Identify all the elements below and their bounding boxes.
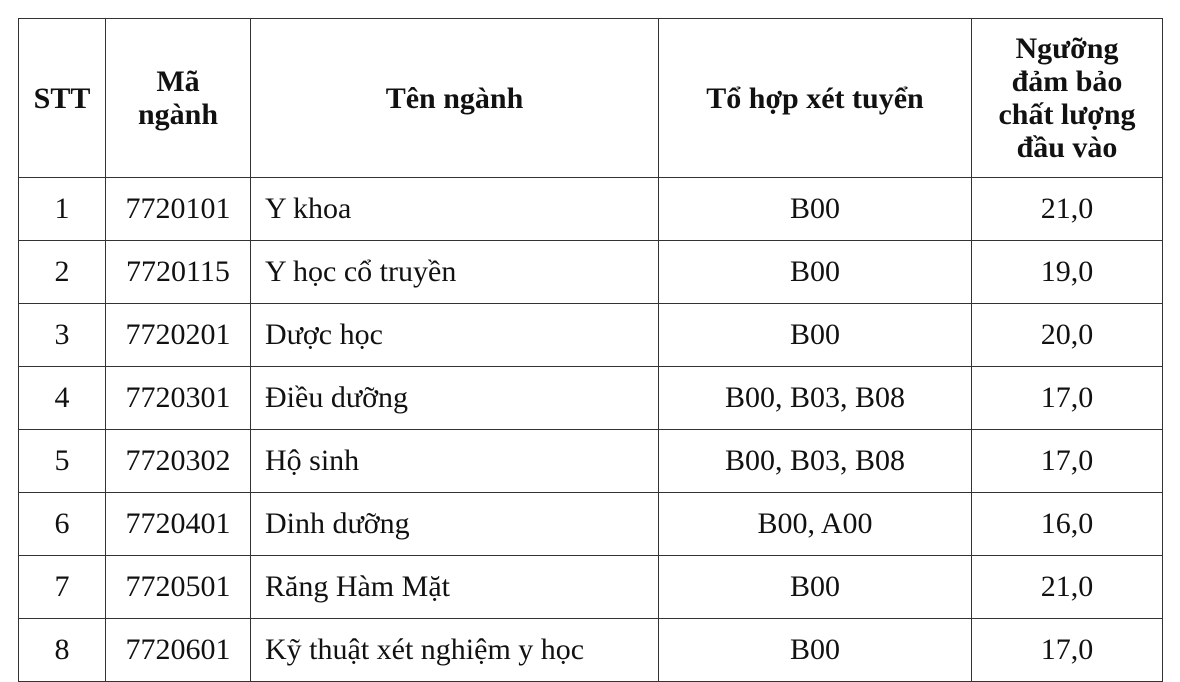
cell-subject-combination: B00 bbox=[659, 556, 972, 619]
cell-major-name: Răng Hàm Mặt bbox=[251, 556, 659, 619]
header-threshold-line-1: Ngưỡng bbox=[1015, 32, 1119, 65]
header-threshold-line-2: đảm bảo bbox=[1011, 65, 1123, 98]
table-row bbox=[19, 493, 1163, 556]
table-row bbox=[19, 304, 1163, 367]
cell-stt: 4 bbox=[19, 367, 106, 430]
cell-threshold: 17,0 bbox=[972, 430, 1163, 493]
cell-major-code: 7720302 bbox=[106, 430, 251, 493]
cell-major-code: 7720115 bbox=[106, 241, 251, 304]
cell-major-name: Dược học bbox=[251, 304, 659, 367]
header-row bbox=[19, 19, 1163, 178]
header-quality-threshold bbox=[972, 19, 1163, 178]
admission-threshold-table bbox=[18, 18, 1163, 682]
cell-stt: 1 bbox=[19, 178, 106, 241]
cell-major-name: Dinh dưỡng bbox=[251, 493, 659, 556]
header-major-code bbox=[106, 19, 251, 178]
table-row bbox=[19, 430, 1163, 493]
cell-stt: 5 bbox=[19, 430, 106, 493]
table-row bbox=[19, 619, 1163, 682]
table-row bbox=[19, 178, 1163, 241]
cell-threshold: 21,0 bbox=[972, 178, 1163, 241]
table-header bbox=[19, 19, 1163, 178]
header-threshold-line-3: chất lượng bbox=[998, 98, 1136, 131]
cell-major-code: 7720301 bbox=[106, 367, 251, 430]
cell-major-name: Y học cổ truyền bbox=[251, 241, 659, 304]
header-major-name: Tên ngành bbox=[251, 19, 659, 178]
cell-threshold: 20,0 bbox=[972, 304, 1163, 367]
cell-major-code: 7720201 bbox=[106, 304, 251, 367]
table-body bbox=[19, 178, 1163, 682]
cell-stt: 2 bbox=[19, 241, 106, 304]
cell-subject-combination: B00, B03, B08 bbox=[659, 367, 972, 430]
cell-major-code: 7720501 bbox=[106, 556, 251, 619]
header-major-code-line-2: ngành bbox=[137, 98, 219, 131]
cell-subject-combination: B00 bbox=[659, 241, 972, 304]
cell-stt: 8 bbox=[19, 619, 106, 682]
cell-threshold: 19,0 bbox=[972, 241, 1163, 304]
header-threshold-line-4: đầu vào bbox=[1016, 131, 1118, 164]
table-row bbox=[19, 367, 1163, 430]
cell-stt: 3 bbox=[19, 304, 106, 367]
cell-threshold: 17,0 bbox=[972, 367, 1163, 430]
cell-major-code: 7720601 bbox=[106, 619, 251, 682]
cell-major-name: Hộ sinh bbox=[251, 430, 659, 493]
cell-subject-combination: B00, B03, B08 bbox=[659, 430, 972, 493]
header-subject-combination: Tổ hợp xét tuyển bbox=[659, 19, 972, 178]
cell-major-name: Y khoa bbox=[251, 178, 659, 241]
admission-threshold-table-container bbox=[18, 18, 1163, 682]
cell-subject-combination: B00 bbox=[659, 304, 972, 367]
cell-major-name: Kỹ thuật xét nghiệm y học bbox=[251, 619, 659, 682]
header-stt: STT bbox=[19, 19, 106, 178]
cell-major-name: Điều dưỡng bbox=[251, 367, 659, 430]
cell-subject-combination: B00, A00 bbox=[659, 493, 972, 556]
cell-subject-combination: B00 bbox=[659, 619, 972, 682]
cell-subject-combination: B00 bbox=[659, 178, 972, 241]
header-major-code-line-1: Mã bbox=[156, 65, 200, 98]
cell-stt: 6 bbox=[19, 493, 106, 556]
cell-threshold: 17,0 bbox=[972, 619, 1163, 682]
cell-stt: 7 bbox=[19, 556, 106, 619]
table-row bbox=[19, 241, 1163, 304]
table-row bbox=[19, 556, 1163, 619]
cell-major-code: 7720101 bbox=[106, 178, 251, 241]
cell-threshold: 21,0 bbox=[972, 556, 1163, 619]
cell-major-code: 7720401 bbox=[106, 493, 251, 556]
cell-threshold: 16,0 bbox=[972, 493, 1163, 556]
